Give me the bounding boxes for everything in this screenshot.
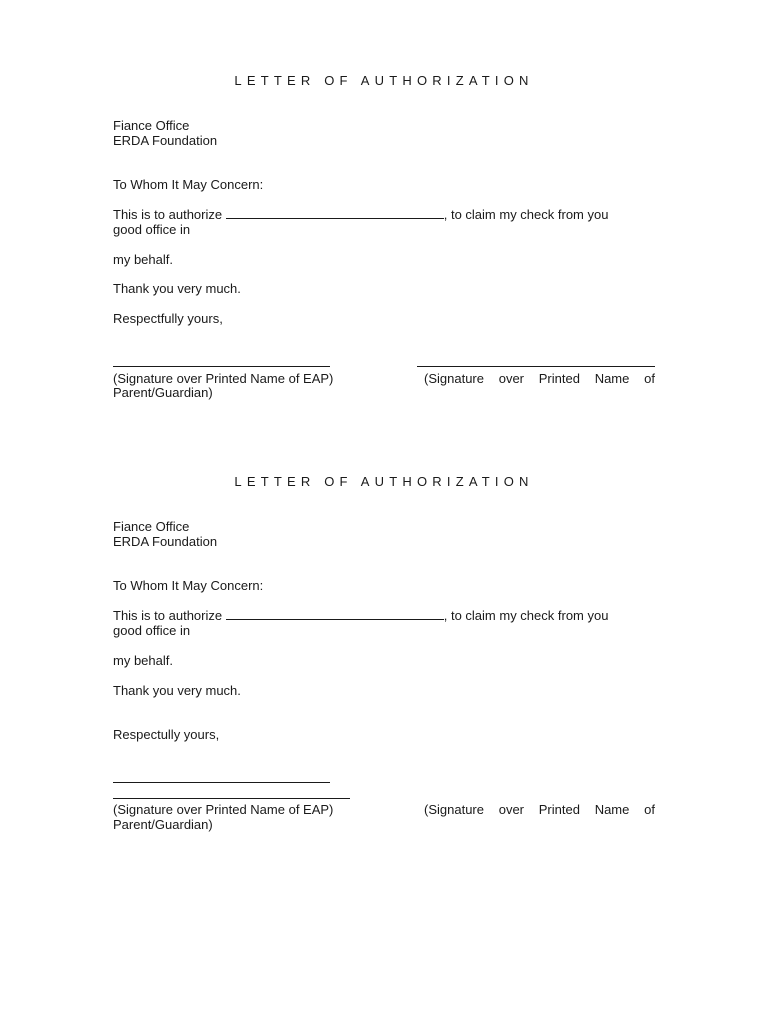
auth-suffix: , to claim my check from you	[443, 608, 609, 623]
eap-signature-line[interactable]	[113, 782, 330, 783]
caption-word: over	[498, 802, 525, 817]
caption-word: over	[498, 371, 525, 386]
recipient-office: Fiance Office	[113, 118, 190, 133]
guardian-caption-continued: Parent/Guardian)	[113, 817, 213, 832]
thanks-line: Thank you very much.	[113, 281, 241, 296]
authorized-person-blank[interactable]	[226, 207, 444, 219]
auth-suffix: , to claim my check from you	[443, 207, 609, 222]
eap-signature-line[interactable]	[113, 366, 330, 367]
closing-line: Respectully yours,	[113, 727, 220, 742]
caption-word: (Signature	[424, 802, 484, 817]
recipient-org: ERDA Foundation	[113, 133, 218, 148]
caption-word: Printed	[538, 802, 580, 817]
guardian-signature-caption	[424, 371, 655, 386]
eap-signature-caption: (Signature over Printed Name of EAP)	[113, 371, 334, 386]
caption-word: (Signature	[424, 371, 484, 386]
caption-word: of	[644, 371, 655, 386]
caption-word: Printed	[538, 371, 580, 386]
guardian-signature-caption	[424, 802, 655, 817]
recipient-office: Fiance Office	[113, 519, 190, 534]
authorization-line	[113, 207, 608, 222]
authorization-line	[113, 608, 608, 623]
letter-title: LETTER OF AUTHORIZATION	[234, 474, 534, 489]
closing-line: Respectfully yours,	[113, 311, 223, 326]
thanks-line: Thank you very much.	[113, 683, 241, 698]
auth-line-2: good office in	[113, 222, 191, 237]
guardian-caption-continued: Parent/Guardian)	[113, 385, 213, 400]
caption-word: Name	[594, 802, 630, 817]
letter-title: LETTER OF AUTHORIZATION	[234, 73, 534, 88]
caption-word: of	[644, 802, 655, 817]
auth-prefix: This is to authorize	[113, 207, 223, 222]
authorized-person-blank[interactable]	[226, 608, 444, 620]
behalf-line: my behalf.	[113, 252, 173, 267]
auth-prefix: This is to authorize	[113, 608, 223, 623]
salutation: To Whom It May Concern:	[113, 177, 264, 192]
guardian-signature-line[interactable]	[417, 366, 655, 367]
salutation: To Whom It May Concern:	[113, 578, 264, 593]
recipient-org: ERDA Foundation	[113, 534, 218, 549]
eap-signature-caption: (Signature over Printed Name of EAP)	[113, 802, 334, 817]
behalf-line: my behalf.	[113, 653, 173, 668]
guardian-signature-line[interactable]	[113, 798, 350, 799]
caption-word: Name	[594, 371, 630, 386]
auth-line-2: good office in	[113, 623, 191, 638]
